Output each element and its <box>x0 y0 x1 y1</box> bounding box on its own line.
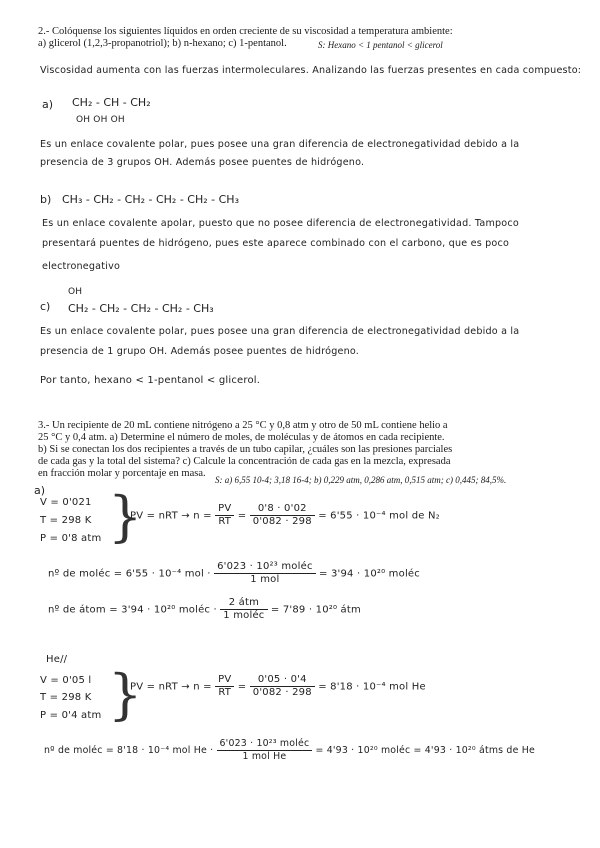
he-molec-frac-den: 1 mol He <box>242 751 287 762</box>
he-molecules <box>44 738 535 763</box>
q3-line3: b) Si se conectan los dos recipientes a través de un tubo capilar, ¿cuáles son las presiones parciales <box>38 444 453 455</box>
he-eq-start: PV = nRT → n = <box>130 681 212 693</box>
q2-b-formula: CH₃ - CH₂ - CH₂ - CH₂ - CH₂ - CH₃ <box>62 193 239 206</box>
n2-molec-frac-num: 6'023 · 10²³ moléc <box>214 561 316 574</box>
he-pressure: P = 0'4 atm <box>40 710 102 721</box>
q2-a-formula: CH₂ - CH - CH₂ <box>72 96 151 109</box>
n2-equation <box>130 503 440 528</box>
n2-molecules <box>48 561 420 586</box>
n2-result: = 6'55 · 10⁻⁴ mol de N₂ <box>318 510 440 522</box>
he-title: He// <box>46 654 68 665</box>
q3-line4: de cada gas y la total del sistema? c) Calcule la concentración de cada gas en la mezcla, expresada <box>38 456 451 467</box>
q3-line2: 25 °C y 0,4 atm. a) Determine el número de moles, de moléculas y de átomos en cada recipiente. <box>38 432 445 443</box>
q2-b-text3: electronegativo <box>42 261 121 272</box>
q2-conclusion: Por tanto, hexano < 1-pentanol < glicerol. <box>40 375 261 386</box>
n2-frac1 <box>215 503 234 528</box>
he-frac2-num: 0'05 · 0'4 <box>250 674 315 687</box>
n2-molec-frac-den: 1 mol <box>250 574 280 585</box>
n2-frac2-den: 0'082 · 298 <box>252 516 312 527</box>
he-frac1-den: RT <box>218 687 232 698</box>
q3-line5: en fracción molar y porcentaje en masa. <box>38 468 206 479</box>
he-temperature: T = 298 K <box>40 692 92 703</box>
q2-answer-hint: S: Hexano < 1 pentanol < glicerol <box>318 40 443 50</box>
q2-b-text1: Es un enlace covalente apolar, puesto que no posee diferencia de electronegatividad. Tampoco <box>42 218 519 229</box>
n2-eq-mid: = <box>237 510 247 522</box>
q2-a-text1: Es un enlace covalente polar, pues posee una gran diferencia de electronegatividad debido a la <box>40 139 520 150</box>
n2-brace: } <box>108 485 143 548</box>
he-molec-frac <box>217 738 313 763</box>
q2-statement-line1: 2.- Colóquense los siguientes líquidos en orden creciente de su viscosidad a temperatura ambiente: <box>38 26 453 37</box>
q2-b-label: b) <box>40 193 52 206</box>
q2-c-oh: OH <box>68 287 83 297</box>
n2-atom-frac-den: 1 moléc <box>223 610 265 621</box>
n2-eq-start: PV = nRT → n = <box>130 510 212 522</box>
n2-molec-frac <box>214 561 316 586</box>
q2-c-label: c) <box>40 300 51 313</box>
n2-atom-frac <box>220 597 267 622</box>
q2-a-label: a) <box>42 98 54 111</box>
n2-molec-start: nº de moléc = 6'55 · 10⁻⁴ mol · <box>48 568 211 580</box>
he-frac2-den: 0'082 · 298 <box>252 687 312 698</box>
n2-pressure: P = 0'8 atm <box>40 533 102 544</box>
q3-part-label: a) <box>34 484 46 497</box>
he-equation <box>130 674 426 699</box>
q2-intro: Viscosidad aumenta con las fuerzas intermoleculares. Analizando las fuerzas presentes en cada compuesto: <box>40 65 582 76</box>
n2-atom-result: = 7'89 · 10²⁰ átm <box>270 604 361 616</box>
he-brace: } <box>108 663 143 726</box>
n2-atoms <box>48 597 361 622</box>
n2-frac1-num: PV <box>215 503 234 516</box>
n2-frac1-den: RT <box>218 516 232 527</box>
he-molec-start: nº de moléc = 8'18 · 10⁻⁴ mol He · <box>44 745 214 756</box>
he-eq-mid: = <box>237 681 247 693</box>
q3-answer-hint: S: a) 6,55 10-4; 3,18 16-4; b) 0,229 atm, 0,286 atm, 0,515 atm; c) 0,445; 84,5%. <box>215 475 507 485</box>
he-result: = 8'18 · 10⁻⁴ mol He <box>318 681 426 693</box>
he-molec-frac-num: 6'023 · 10²³ moléc <box>217 738 313 751</box>
n2-atom-frac-num: 2 átm <box>220 597 267 610</box>
q3-line1: 3.- Un recipiente de 20 mL contiene nitrógeno a 25 °C y 0,8 atm y otro de 50 mL contiene helio a <box>38 420 448 431</box>
q2-b-text2: presentará puentes de hidrógeno, pues este aparece combinado con el carbono, que es poco <box>42 238 510 249</box>
q2-c-text1: Es un enlace covalente polar, pues posee una gran diferencia de electronegatividad debido a la <box>40 326 520 337</box>
he-frac1 <box>215 674 234 699</box>
he-frac2 <box>250 674 315 699</box>
he-molec-result: = 4'93 · 10²⁰ moléc = 4'93 · 10²⁰ átms de He <box>315 745 535 756</box>
he-volume: V = 0'05 l <box>40 675 92 686</box>
q2-c-text2: presencia de 1 grupo OH. Además posee puentes de hidrógeno. <box>40 346 360 357</box>
q2-c-formula: CH₂ - CH₂ - CH₂ - CH₂ - CH₃ <box>68 302 214 315</box>
n2-volume: V = 0'021 <box>40 497 92 508</box>
n2-frac2 <box>250 503 315 528</box>
n2-molec-result: = 3'94 · 10²⁰ moléc <box>319 568 420 580</box>
q2-statement-line2: a) glicerol (1,2,3-propanotriol); b) n-hexano; c) 1-pentanol. <box>38 38 287 49</box>
q2-a-text2: presencia de 3 grupos OH. Además posee puentes de hidrógeno. <box>40 157 365 168</box>
n2-temperature: T = 298 K <box>40 515 92 526</box>
n2-frac2-num: 0'8 · 0'02 <box>250 503 315 516</box>
q2-a-formula-oh: OH OH OH <box>76 115 125 125</box>
n2-atom-start: nº de átom = 3'94 · 10²⁰ moléc · <box>48 604 217 616</box>
he-frac1-num: PV <box>215 674 234 687</box>
